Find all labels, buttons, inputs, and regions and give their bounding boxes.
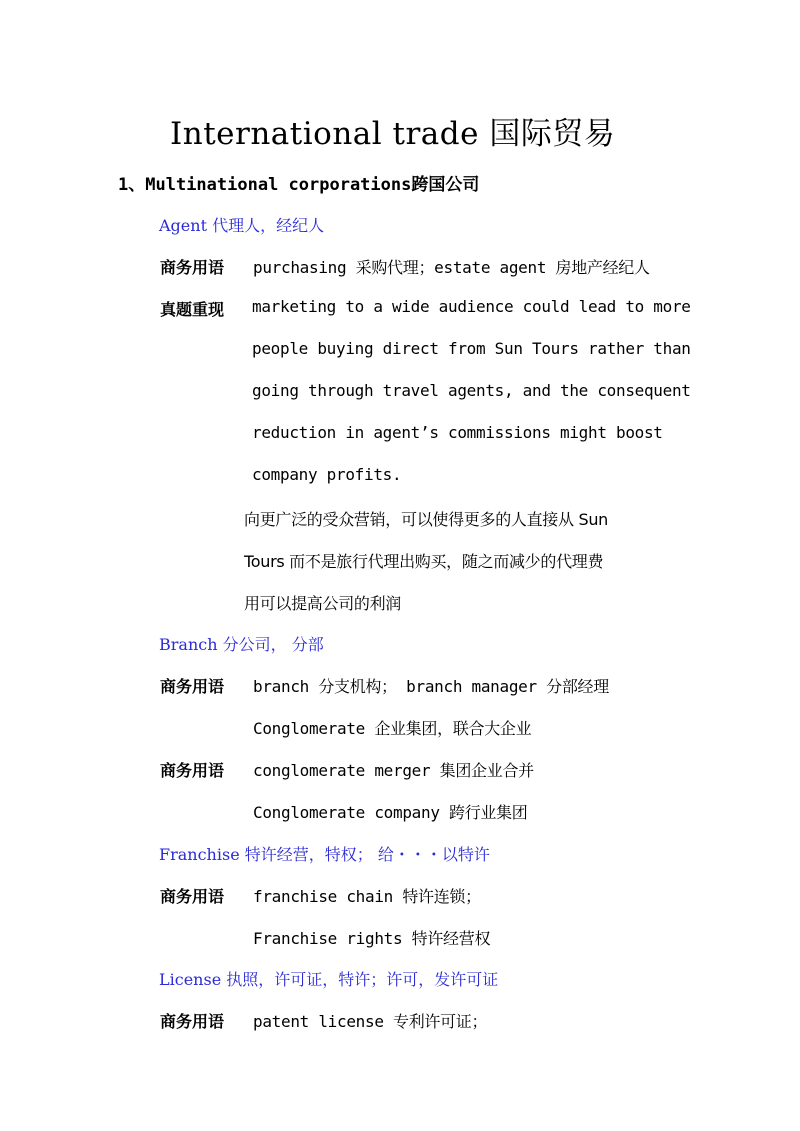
- business-label: 商务用语: [160, 258, 225, 277]
- term-license: License 执照，许可证，特许；许可，发许可证: [159, 970, 499, 989]
- business-text: branch 分支机构； branch manager 分部经理: [253, 677, 609, 696]
- translation-line: 向更广泛的受众营销，可以使得更多的人直接从 Sun: [244, 510, 609, 529]
- business-text: Franchise rights 特许经营权: [253, 929, 491, 948]
- business-text: Conglomerate 企业集团，联合大企业: [253, 719, 532, 738]
- term-branch: Branch 分公司， 分部: [159, 635, 324, 654]
- section-title-en: Multinational corporations: [145, 175, 412, 195]
- exam-line: going through travel agents, and the consequent: [252, 381, 691, 400]
- exam-line: company profits.: [252, 465, 402, 484]
- term-agent: Agent 代理人，经纪人: [159, 216, 325, 235]
- business-text: purchasing 采购代理；estate agent 房地产经纪人: [253, 258, 650, 277]
- business-label: 商务用语: [160, 1012, 225, 1031]
- section-heading: [118, 170, 479, 195]
- section-number: 1、: [118, 175, 146, 195]
- business-label: 商务用语: [160, 761, 225, 780]
- business-text: Conglomerate company 跨行业集团: [253, 803, 528, 822]
- business-text: conglomerate merger 集团企业合并: [253, 761, 534, 780]
- exam-line: marketing to a wide audience could lead to more: [252, 297, 691, 316]
- section-title-cn: 跨国公司: [411, 175, 480, 195]
- exam-line: reduction in agent’s commissions might boost: [252, 423, 663, 442]
- term-franchise: Franchise 特许经营，特权； 给・・・以特许: [159, 845, 490, 864]
- translation-line: 用可以提高公司的利润: [244, 594, 402, 613]
- exam-line: people buying direct from Sun Tours rather than: [252, 339, 691, 358]
- business-text: franchise chain 特许连锁；: [253, 887, 481, 906]
- business-text: patent license 专利许可证；: [253, 1012, 488, 1031]
- exam-label: 真题重现: [160, 300, 225, 319]
- business-label: 商务用语: [160, 677, 225, 696]
- translation-line: Tours 而不是旅行代理出购买，随之而减少的代理费: [244, 552, 604, 571]
- page-title: International trade 国际贸易: [170, 116, 616, 152]
- business-label: 商务用语: [160, 887, 225, 906]
